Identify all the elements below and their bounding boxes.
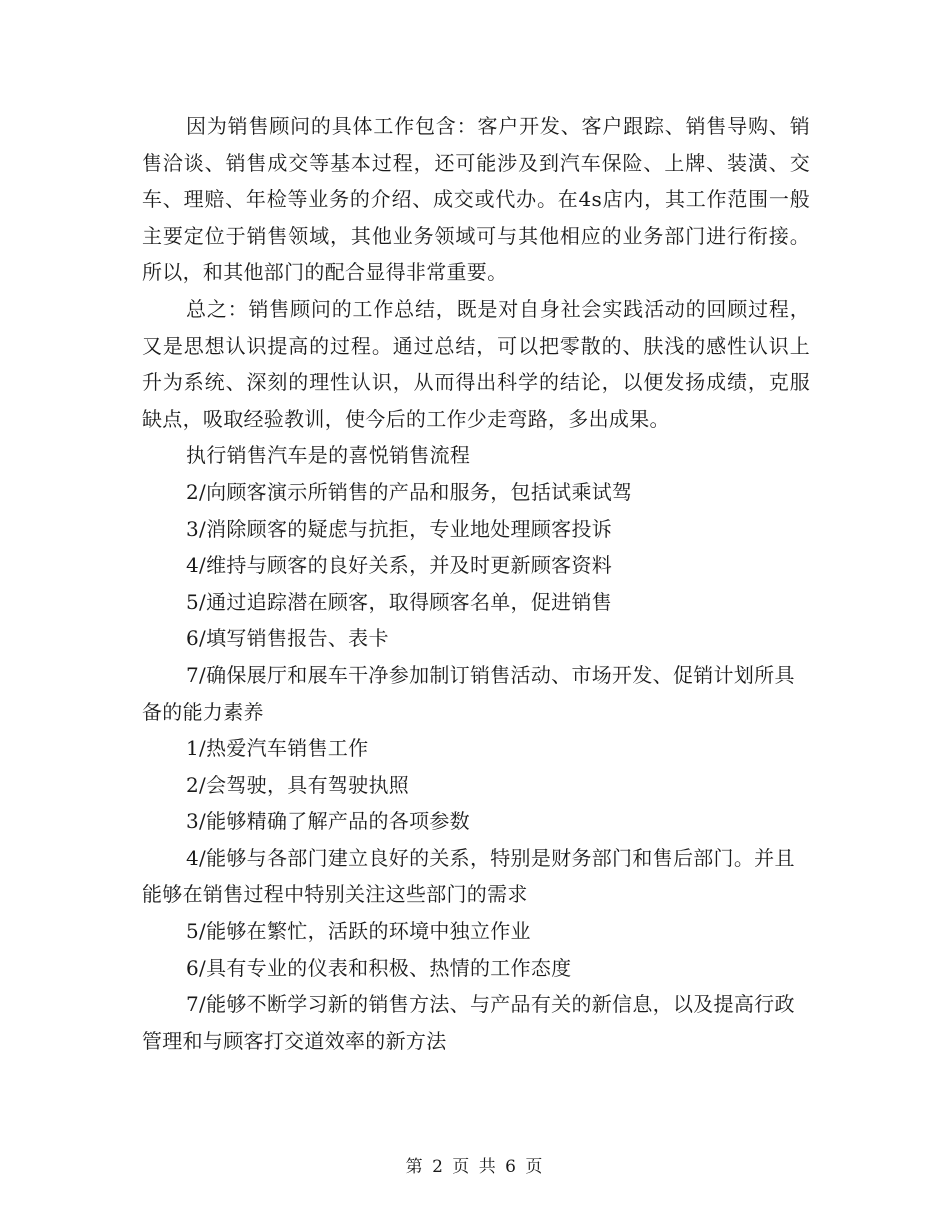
list-item-process-7: 7/确保展厅和展车干净参加制订销售活动、市场开发、促销计划所具备的能力素养 xyxy=(142,662,795,724)
paragraph-sales-duties: 因为销售顾问的具体工作包含：客户开发、客户跟踪、销售导购、销售洽谈、销售成交等基本过程，还可能涉及到汽车保险、上牌、装潢、交车、理赔、年检等业务的介绍、成交或代办。在4s店内，其工作范围一般主要定位于销售领域，其他业务领域可与其他相应的业务部门进行衔接。所以，和其他部门的配合显得非常重要。 xyxy=(142,114,810,285)
list-item-skill-1: 1/热爱汽车销售工作 xyxy=(186,736,369,761)
list-item-process-6: 6/填写销售报告、表卡 xyxy=(186,626,389,651)
list-item-process-4: 4/维持与顾客的良好关系，并及时更新顾客资料 xyxy=(186,553,613,578)
document-body xyxy=(142,108,810,1059)
paragraph-summary: 总之：销售顾问的工作总结，既是对自身社会实践活动的回顾过程，又是思想认识提高的过程。通过总结，可以把零散的、肤浅的感性认识上升为系统、深刻的理性认识，从而得出科学的结论，以便发扬成绩，克服缺点，吸取经验教训，使今后的工作少走弯路，多出成果。 xyxy=(142,296,810,431)
list-item-skill-7: 7/能够不断学习新的销售方法、与产品有关的新信息，以及提高行政管理和与顾客打交道效率的新方法 xyxy=(142,992,795,1053)
list-item-process-5: 5/通过追踪潜在顾客，取得顾客名单，促进销售 xyxy=(186,589,613,614)
list-item-skill-4: 4/能够与各部门建立良好的关系，特别是财务部门和售后部门。并且能够在销售过程中特别关注这些部门的需求 xyxy=(142,845,795,907)
list-item-skill-6: 6/具有专业的仪表和积极、热情的工作态度 xyxy=(186,955,572,980)
list-item-skill-3: 3/能够精确了解产品的各项参数 xyxy=(186,809,470,834)
paragraph-process-heading: 执行销售汽车是的喜悦销售流程 xyxy=(186,443,471,468)
list-item-skill-5: 5/能够在繁忙，活跃的环境中独立作业 xyxy=(186,919,531,944)
list-item-skill-2: 2/会驾驶，具有驾驶执照 xyxy=(186,772,410,797)
page-number-footer: 第 2 页 共 6 页 xyxy=(405,1157,545,1177)
list-item-process-3: 3/消除顾客的疑虑与抗拒，专业地处理顾客投诉 xyxy=(186,516,613,541)
list-item-process-2: 2/向顾客演示所销售的产品和服务，包括试乘试驾 xyxy=(186,479,633,504)
